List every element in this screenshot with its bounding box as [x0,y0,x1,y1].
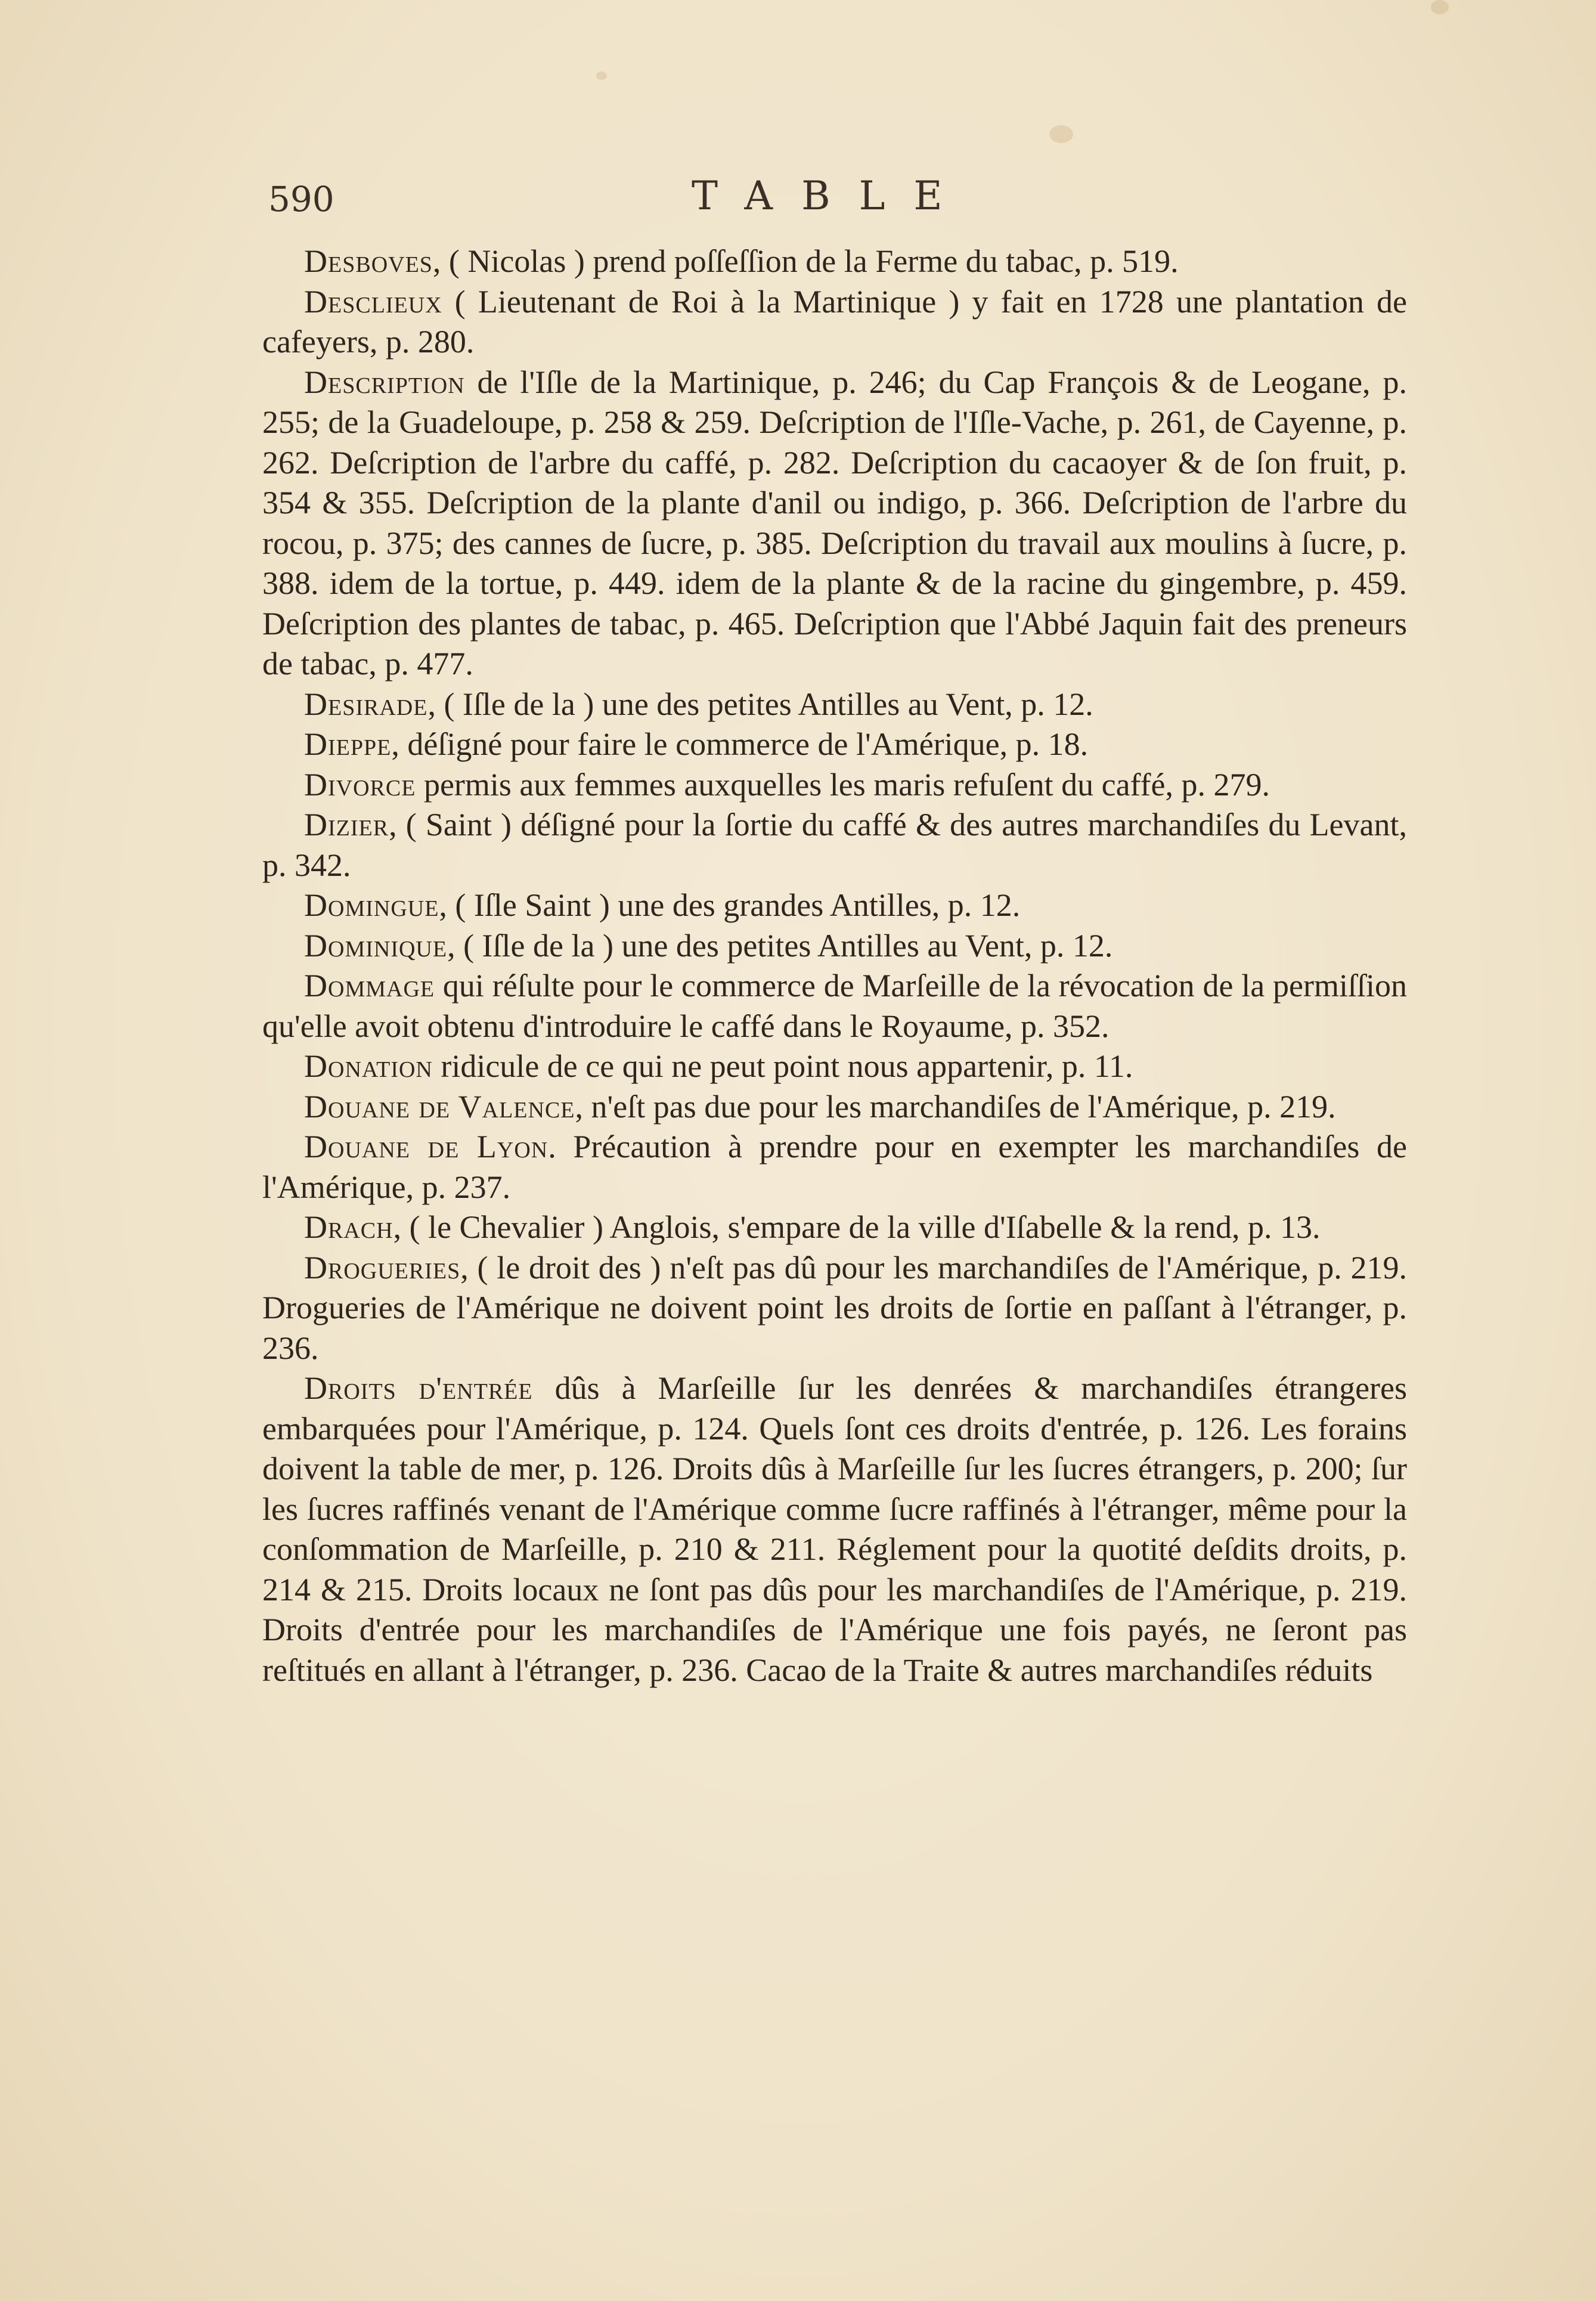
foxing-spot [1049,125,1073,143]
index-entry [262,926,1407,967]
entry-head: Droits d'entrée [304,1370,533,1406]
entry-head: Dominique [304,927,448,964]
entry-text: . Précaution à prendre pour en exempter les marchandiſes de l'Amérique, p. 237. [262,1129,1407,1205]
index-entry [262,1046,1407,1087]
index-entry [262,1248,1407,1369]
index-entry [262,885,1407,926]
index-entry [262,363,1407,685]
index-entry [262,1207,1407,1248]
entry-text: dûs à Marſeille ſur les denrées & marchandiſes étrangeres embarquées pour l'Amérique, p. 124. Quels ſont ces droits d'entrée, p. 126. Les forains doivent la table de mer, p. 126. Droits dûs à Marſeille ſur les ſucres étrangers, p. 200; ſur les ſucres raffinés venant de l'Amérique comme ſucre raffinés à l'étranger, même pour la conſommation de Marſeille, p. 210 & 211. Réglement pour la quotité deſdits droits, p. 214 & 215. Droits locaux ne ſont pas dûs pour les marchandiſes de l'Amérique, p. 219. Droits d'entrée pour les marchandiſes de l'Amérique une fois payés, ne ſeront pas reſtitués en allant à l'étranger, p. 236. Cacao de la Traite & autres marchandiſes réduits [262,1370,1408,1688]
page-header [268,173,984,227]
index-entry [262,1127,1407,1207]
index-entry [262,966,1407,1046]
entry-text: de l'Iſle de la Martinique, p. 246; du Cap François & de Leogane, p. 255; de la Guadeloupe, p. 258 & 259. Deſcription de l'Iſle-Vache, p. 261, de Cayenne, p. 262. Deſcription de l'arbre du caffé, p. 282. Deſcription du cacaoyer & de ſon fruit, p. 354 & 355. Deſcription de la plante d'anil ou indigo, p. 366. Deſcription de l'arbre du rocou, p. 375; des cannes de ſucre, p. 385. Deſcription du travail aux moulins à ſucre, p. 388. idem de la tortue, p. 449. idem de la plante & de la racine du gingembre, p. 459. Deſcription des plantes de tabac, p. 465. Deſcription que l'Abbé Jaquin fait des preneurs de tabac, p. 477. [262,364,1407,682]
index-entry [262,282,1407,363]
entry-head: Dizier [304,807,389,843]
running-title: TABLE [692,173,971,219]
index-entry [262,685,1407,725]
entry-text: , déſigné pour faire le commerce de l'Amérique, p. 18. [391,726,1089,762]
index-entry [262,765,1407,806]
entry-text: ( Lieutenant de Roi à la Martinique ) y fait en 1728 une plantation de cafeyers, p. 280. [262,283,1407,360]
entry-head: Desboves [304,243,433,279]
entry-head: Divorce [304,766,416,803]
page-number: 590 [268,179,334,219]
entry-head: Desclieux [304,283,442,320]
entry-text: , ( le Chevalier ) Anglois, s'empare de la ville d'Iſabelle & la rend, p. 13. [393,1209,1321,1245]
entry-text: , ( Iſle Saint ) une des grandes Antilles, p. 12. [439,887,1021,923]
entry-head: Description [304,364,465,400]
entry-head: Drach [304,1209,393,1245]
index-entry [262,1087,1407,1128]
entry-text: , n'eſt pas due pour les marchandiſes de l'Amérique, p. 219. [575,1088,1336,1125]
foxing-spot [1431,0,1449,14]
entry-text: , ( Saint ) déſigné pour la ſortie du caffé & des autres marchandiſes du Levant, p. 342. [262,807,1407,883]
entry-text: , ( Nicolas ) prend poſſeſſion de la Ferme du tabac, p. 519. [432,243,1179,279]
entry-text: qui réſulte pour le commerce de Marſeille de la révocation de la permiſſion qu'elle avoit obtenu d'introduire le caffé dans le Royaume, p. 352. [262,968,1407,1044]
index-entry [262,241,1407,282]
entry-head: Dommage [304,968,435,1004]
entry-head: Dieppe [304,726,392,762]
index-entry [262,724,1407,765]
index-entry [262,1368,1407,1690]
entry-text: , ( le droit des ) n'eſt pas dû pour les marchandiſes de l'Amérique, p. 219. Drogueries de l'Amérique ne doivent point les droits de ſortie en paſſant à l'étranger, p. 236. [262,1249,1407,1366]
entry-head: Drogueries [304,1249,461,1286]
entry-text: , ( Iſle de la ) une des petites Antilles au Vent, p. 12. [427,686,1093,722]
index-entries [262,241,1407,1690]
index-entry [262,805,1407,885]
entry-head: Desirade [304,686,428,722]
entry-text: ridicule de ce qui ne peut point nous appartenir, p. 11. [432,1048,1133,1084]
entry-head: Domingue [304,887,439,923]
entry-text: , ( Iſle de la ) une des petites Antilles au Vent, p. 12. [447,927,1113,964]
entry-text: permis aux femmes auxquelles les maris refuſent du caffé, p. 279. [416,766,1270,803]
entry-head: Douane de Valence [304,1088,575,1125]
entry-head: Douane de Lyon [304,1129,548,1165]
foxing-spot [596,72,607,80]
entry-head: Donation [304,1048,433,1084]
